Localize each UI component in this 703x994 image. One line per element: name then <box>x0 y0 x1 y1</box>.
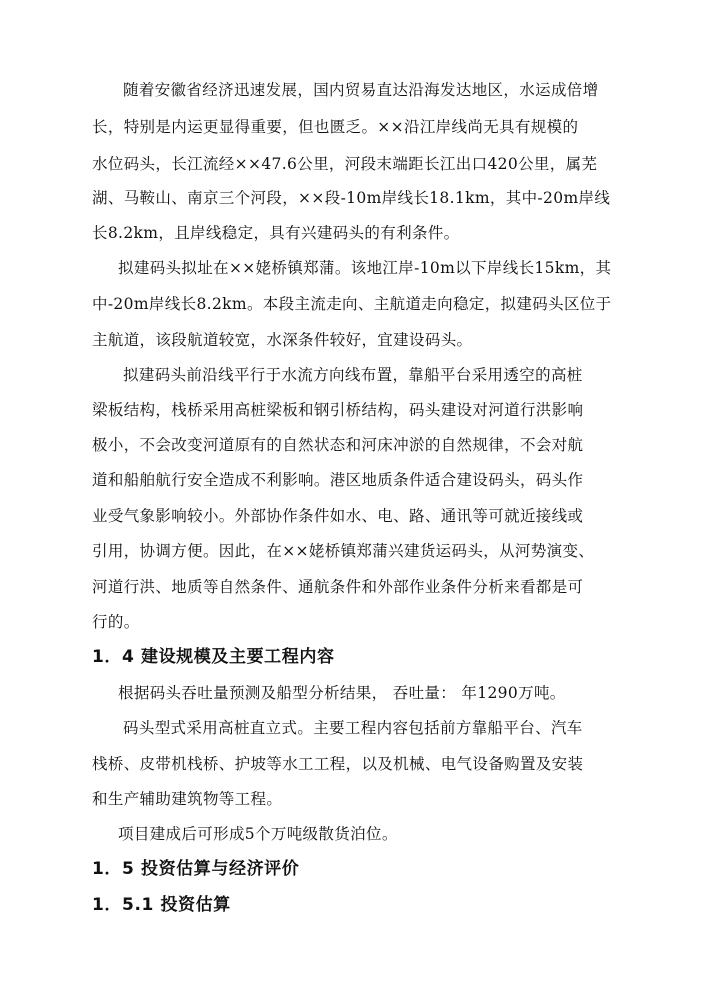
paragraph-5-line-1: 码头型式采用高桩直立式。主要工程内容包括前方靠船平台、汽车 <box>123 719 583 737</box>
paragraph-1-line-2: 长，特别是内运更显得重要，但也匮乏。××沿江岸线尚无具有规模的 <box>92 118 579 136</box>
paragraph-4: 根据码头吞吐量预测及船型分析结果， 吞吐量： 年1290万吨。 <box>118 684 566 702</box>
paragraph-2-line-1: 拟建码头拟址在××姥桥镇郑蒲。该地江岸-10m以下岸线长15km，其 <box>118 259 612 277</box>
paragraph-6: 项目建成后可形成5个万吨级散货泊位。 <box>118 825 398 843</box>
paragraph-1-line-5: 长8.2km，且岸线稳定，具有兴建码头的有利条件。 <box>92 224 460 242</box>
section-heading-1-5: 1．5 投资估算与经济评价 <box>92 859 300 879</box>
paragraph-5-line-2: 栈桥、皮带机栈桥、护坡等水工工程，以及机械、电气设备购置及安装 <box>92 755 584 773</box>
section-heading-1-4: 1．4 建设规模及主要工程内容 <box>92 647 335 667</box>
paragraph-3-line-1: 拟建码头前沿线平行于水流方向线布置，靠船平台采用透空的高桩 <box>123 366 583 384</box>
paragraph-5-line-3: 和生产辅助建筑物等工程。 <box>92 790 283 808</box>
paragraph-1-line-1: 随着安徽省经济迅速发展，国内贸易直达沿海发达地区，水运成倍增 <box>123 81 599 99</box>
paragraph-1-line-4: 湖、马鞍山、南京三个河段，××段-10m岸线长18.1km，其中-20m岸线 <box>92 189 611 207</box>
paragraph-2-line-3: 主航道，该段航道较宽，水深条件较好，宜建设码头。 <box>92 331 473 349</box>
paragraph-3-line-2: 梁板结构，栈桥采用高桩梁板和钢引桥结构，码头建设对河道行洪影响 <box>92 401 584 419</box>
paragraph-3-line-4: 道和船舶航行安全造成不利影响。港区地质条件适合建设码头，码头作 <box>92 471 584 489</box>
paragraph-1-line-3: 水位码头，长江流经××47.6公里，河段末端距长江出口420公里，属芜 <box>92 155 598 173</box>
paragraph-2-line-2: 中-20m岸线长8.2km。本段主流走向、主航道走向稳定，拟建码头区位于 <box>92 295 612 313</box>
paragraph-3-line-3: 极小，不会改变河道原有的自然状态和河床冲淤的自然规律，不会对航 <box>92 436 584 454</box>
section-heading-1-5-1: 1．5.1 投资估算 <box>92 895 231 915</box>
paragraph-3-line-7: 河道行洪、地质等自然条件、通航条件和外部作业条件分析来看都是可 <box>92 578 584 596</box>
paragraph-3-line-6: 引用，协调方便。因此，在××姥桥镇郑蒲兴建货运码头，从河势演变、 <box>92 542 595 560</box>
paragraph-3-line-8: 行的。 <box>92 613 140 631</box>
paragraph-3-line-5: 业受气象影响较小。外部协作条件如水、电、路、通讯等可就近接线或 <box>92 507 584 525</box>
